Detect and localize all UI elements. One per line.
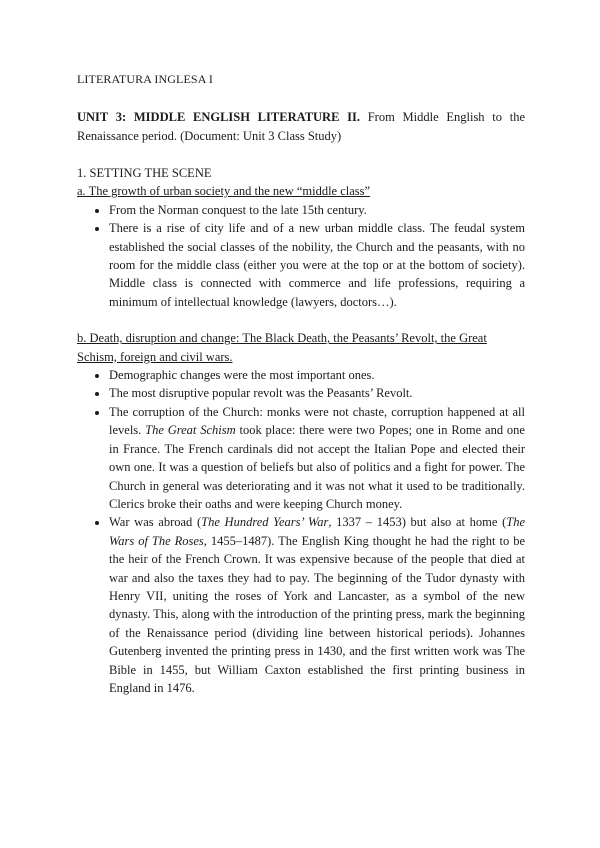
course-title: LITERATURA INGLESA I (77, 72, 213, 86)
text-run: , 1455–1487). The English King thought he had the right to be the heir of the French Crown. It was expensive because of the people that died at war and also the taxes they had to pay. The beginning of the Tudor dynasty with Henry VII, uniting the roses of York and Lancaster, as a symbol of the new dynasty. This, along with the introduction of the printing press, mark the beginning of the Renaissance period (dividing line between historical periods). Johannes Gutenberg invented the printing press in 1430, and the first written work was The Bible in 1455, but William Caxton established the first printing business in England in 1476. (109, 533, 525, 695)
italic-term: The Great Schism (145, 423, 236, 438)
text-run: The corruption of the Church: monks were not chaste, corruption happened at all levels. (109, 404, 525, 438)
unit-subtitle: From Middle English to the Renaissance period. (Document: Unit 3 Class Study) (77, 110, 525, 143)
section-title: 1. SETTING THE SCENE (77, 166, 212, 180)
italic-term: The Hundred Years’ War (201, 515, 329, 530)
list-item (109, 513, 525, 697)
subsection-a-heading: a. The growth of urban society and the new “middle class” (77, 184, 371, 199)
text-run: took place: there were two Popes; one in Rome and one in France. The French cardinals did not accept the Italian Pope and elected their own one. It was a question of beliefs but also of politics and a fight for power. The Church in general was deteriorating and it was not what it used to be traditionally. Clerics broke their oaths and were keeping Church money. (109, 423, 525, 511)
list-item: • There is a rise of city life and of a new urban middle class. The feudal system established the social classes of the nobility, the Church and the peasants, with no room for the middle class (either you were at the top or at the bottom of society). Middle class is connected with commerce and life professions, requiring a minimum of intellectual knowledge (lawyers, doctors…). (109, 219, 525, 311)
list-item (109, 403, 525, 513)
text-run: War was abroad ( (109, 515, 202, 530)
section-setting-the-scene (77, 164, 525, 697)
unit-heading (77, 108, 525, 146)
list-item: • Demographic changes were the most important ones. (109, 366, 525, 384)
text-run: , 1337 – 1453) but also at home ( (328, 515, 507, 530)
subsection-b-heading: b. Death, disruption and change: The Black Death, the Peasants’ Revolt, the Great Schism, foreign and civil wars. (77, 331, 487, 364)
subsection-b-list (77, 366, 525, 697)
italic-term: The Wars of The Roses (109, 515, 526, 548)
subsection-a-list (77, 201, 525, 311)
list-item: • The most disruptive popular revolt was the Peasants’ Revolt. (109, 384, 525, 402)
list-item: • From the Norman conquest to the late 15th century. (109, 201, 525, 219)
unit-title: UNIT 3: MIDDLE ENGLISH LITERATURE II. (77, 110, 360, 124)
